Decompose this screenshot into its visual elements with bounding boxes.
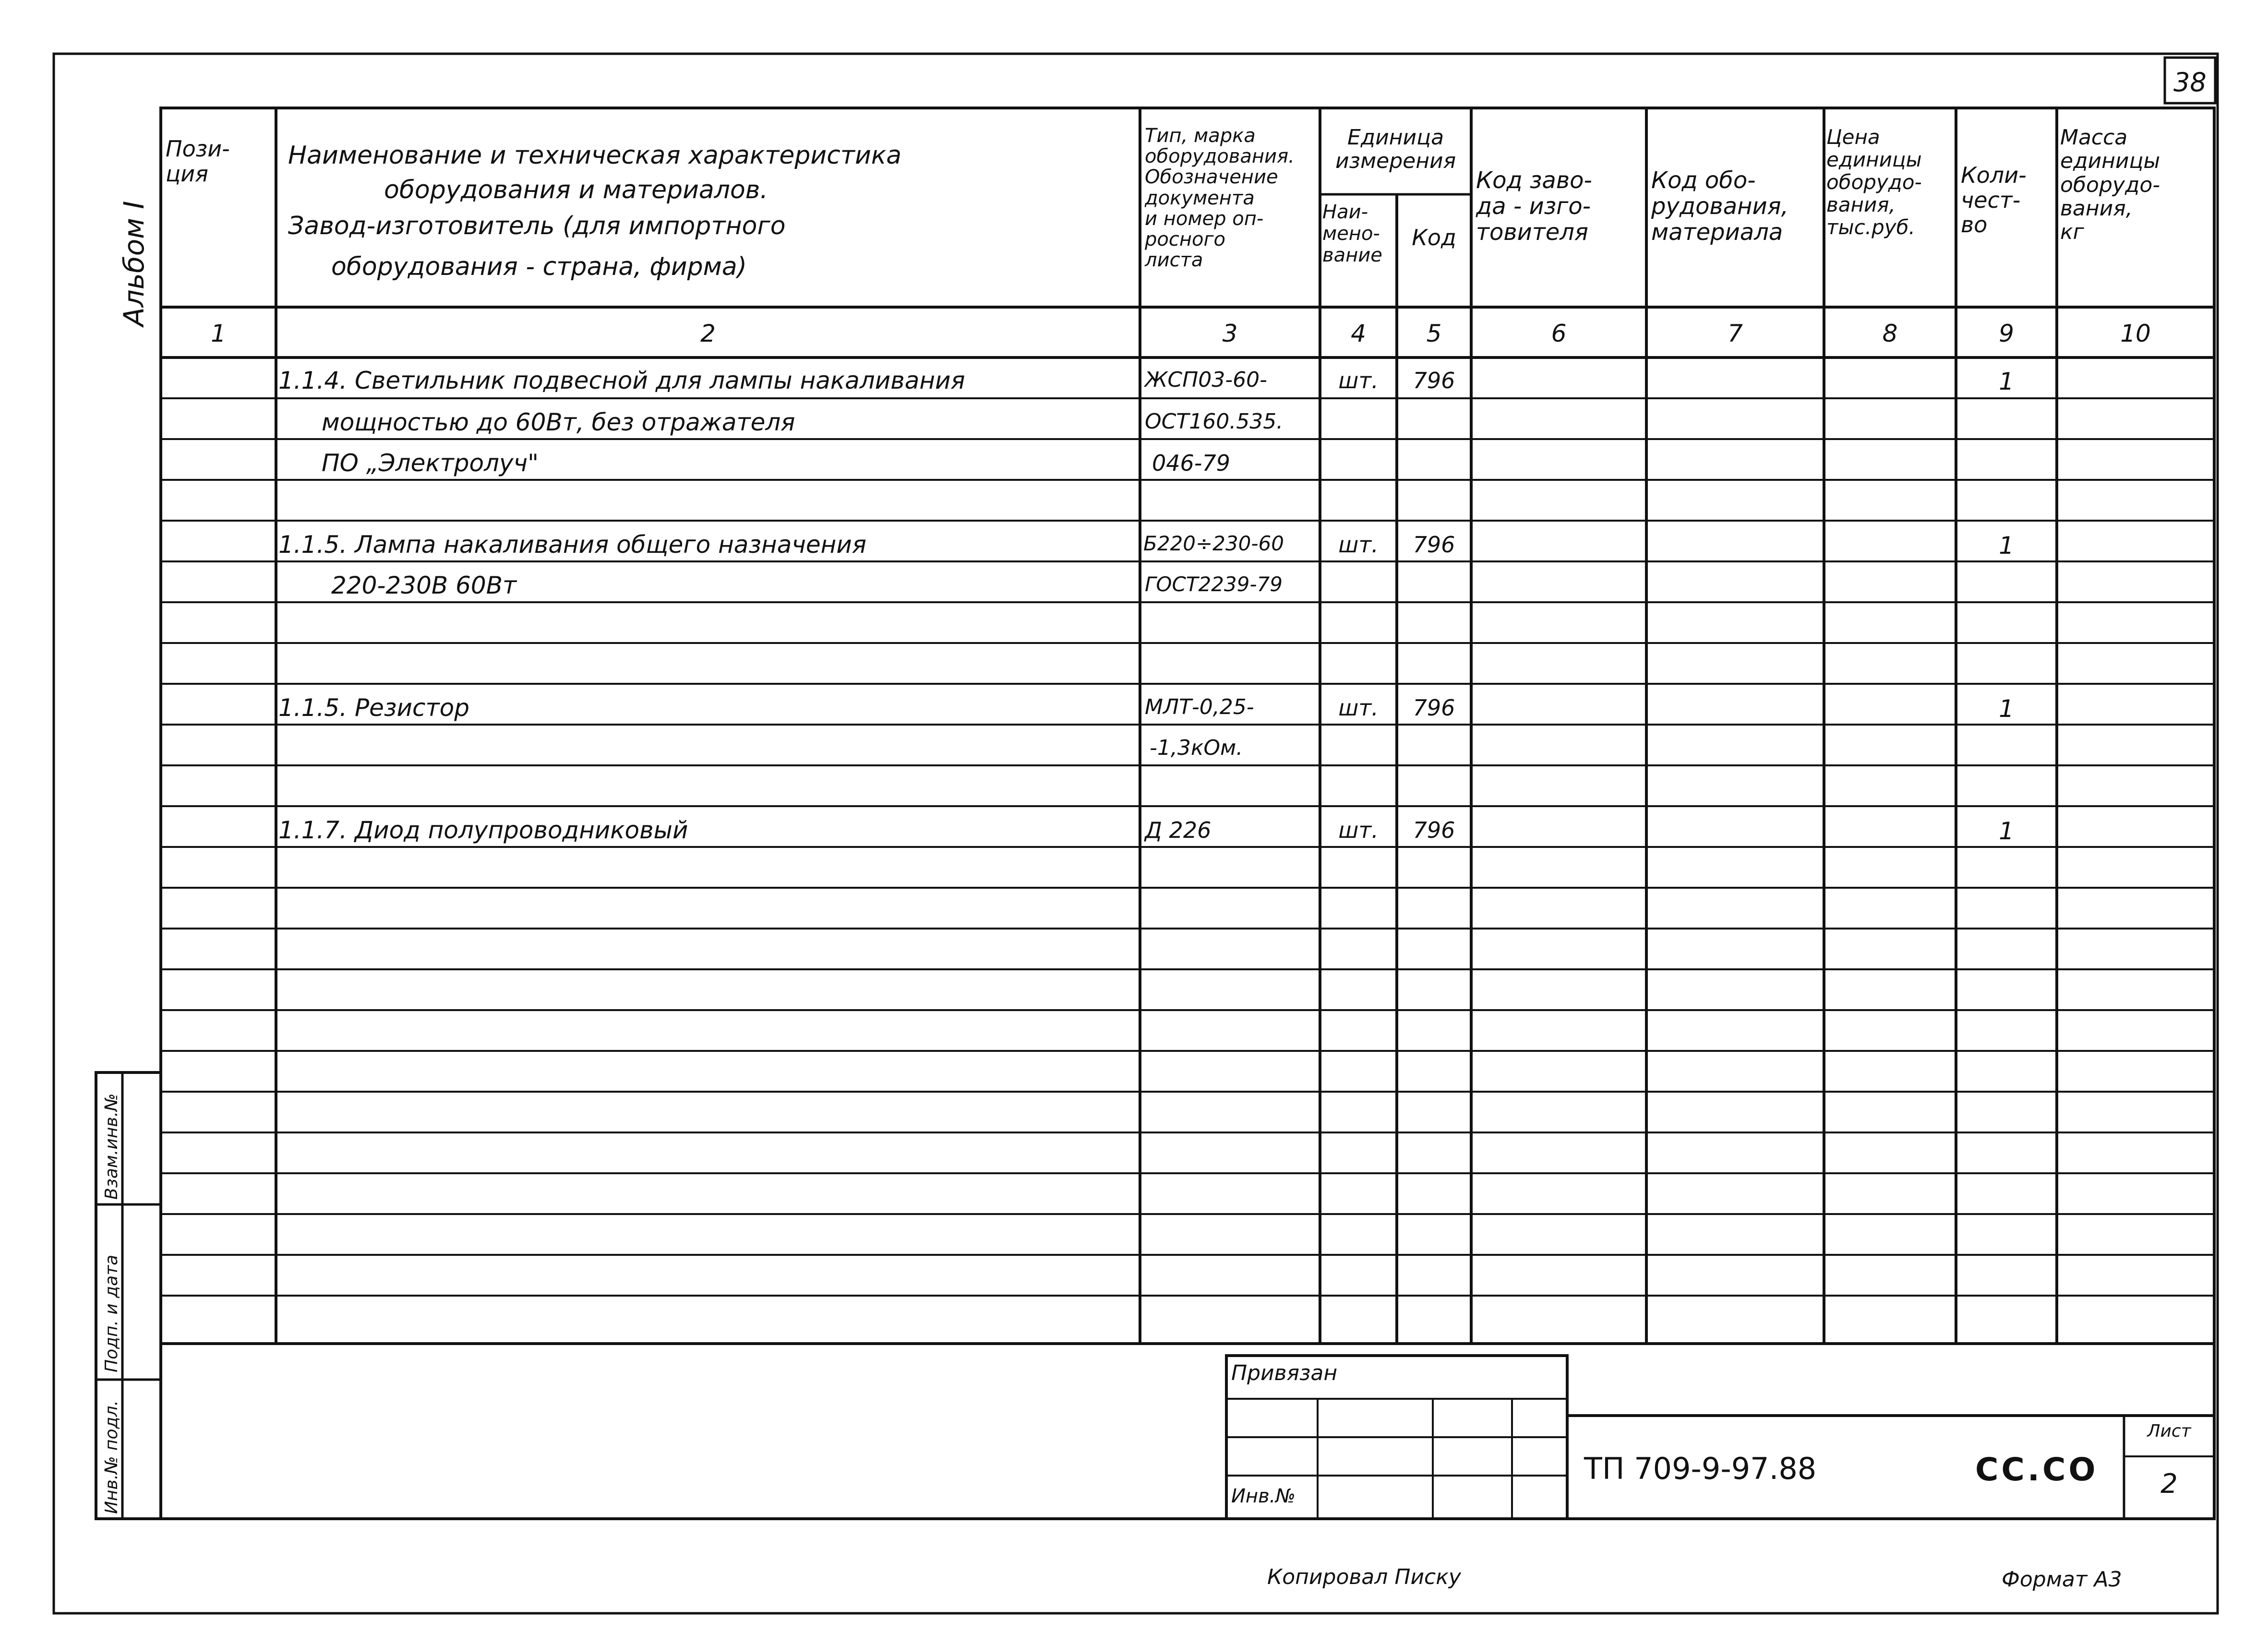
header-name-line4: оборудования - страна, фирма)	[331, 252, 747, 281]
row-8-name: 1.1.5. Резистор	[278, 694, 469, 722]
header-name-line3: Завод-изготовитель (для импортного	[288, 212, 786, 240]
row-4-qty: 1	[1999, 532, 2014, 560]
header-position: Пози- ция	[166, 136, 230, 187]
row-0-code: 796	[1413, 368, 1455, 393]
row-8-unit: шт.	[1338, 695, 1379, 721]
header-equipment-code: Код обо- рудования, материала	[1651, 167, 1788, 246]
col-number-9: 9	[1999, 320, 2014, 347]
row-11-code: 796	[1413, 817, 1455, 843]
col-number-3: 3	[1222, 320, 1238, 347]
inv-no-label: Инв.№	[1231, 1485, 1296, 1507]
sheet-number: 38	[2173, 67, 2207, 97]
row-0-name: 1.1.4. Светильник подвесной для лампы накаливания	[278, 367, 965, 394]
row-5-type: ГОСТ2239-79	[1145, 572, 1283, 596]
header-quantity: Коли- чест- во	[1961, 162, 2027, 238]
copied-by: Копировал Писку	[1267, 1565, 1461, 1589]
row-9-type: -1,3кОм.	[1150, 736, 1243, 760]
col-number-8: 8	[1882, 320, 1898, 347]
col-number-1: 1	[211, 320, 226, 347]
header-name-line2: оборудования и материалов.	[384, 176, 768, 204]
header-factory-code: Код заво- да - изго- товителя	[1476, 167, 1592, 246]
format-label: Формат А3	[2002, 1567, 2122, 1592]
row-11-qty: 1	[1999, 817, 2014, 845]
col-number-5: 5	[1426, 320, 1442, 347]
stamp-vzam-inv: Взам.инв.№	[102, 1093, 121, 1200]
col-number-7: 7	[1728, 320, 1743, 347]
row-4-name: 1.1.5. Лампа накаливания общего назначения	[278, 531, 866, 559]
section-code: СС.СО	[1975, 1451, 2099, 1488]
doc-code: ТП 709-9-97.88	[1584, 1451, 1817, 1486]
row-4-unit: шт.	[1338, 532, 1379, 558]
row-1-type: ОСТ160.535.	[1145, 409, 1284, 434]
row-2-name: ПО „Электролуч"	[322, 449, 539, 477]
header-mass: Масса единицы оборудо- вания, кг	[2060, 125, 2160, 245]
stamp-podp-data: Подп. и дата	[102, 1254, 121, 1372]
header-name-line1: Наименование и техническая характеристика	[288, 141, 902, 170]
row-1-name: мощностью до 60Вт, без отражателя	[322, 408, 795, 436]
row-8-code: 796	[1413, 695, 1455, 721]
row-0-qty: 1	[1999, 368, 2014, 395]
header-price: Цена единицы оборудо- вания, тыс.руб.	[1826, 125, 1922, 239]
col-number-2: 2	[700, 320, 716, 347]
row-11-unit: шт.	[1338, 817, 1379, 843]
row-0-type: ЖСП03-60-	[1145, 368, 1267, 392]
header-type: Тип, марка оборудования. Обозначение документа и номер оп- росного листа	[1145, 125, 1295, 272]
row-11-name: 1.1.7. Диод полупроводниковый	[278, 816, 688, 844]
sheet-value: 2	[2160, 1468, 2178, 1500]
header-unit-name: Наи- мено- вание	[1322, 201, 1382, 266]
sheet-label: Лист	[2147, 1421, 2191, 1441]
header-unit-group: Единица измерения	[1335, 125, 1456, 174]
row-4-code: 796	[1413, 532, 1455, 558]
col-number-10: 10	[2120, 320, 2151, 347]
row-5-name: 220-230В 60Вт	[331, 572, 517, 599]
row-2-type: 046-79	[1152, 450, 1230, 476]
col-number-6: 6	[1551, 320, 1567, 347]
privyazan-label: Привязан	[1231, 1361, 1338, 1385]
stamp-inv-podl: Инв.№ подл.	[102, 1400, 121, 1514]
col-number-4: 4	[1351, 320, 1366, 347]
row-0-unit: шт.	[1338, 368, 1379, 393]
row-4-type: Б220÷230-60	[1143, 532, 1284, 555]
header-unit-code: Код	[1412, 225, 1456, 250]
album-label: Альбом I	[118, 201, 150, 326]
row-8-qty: 1	[1999, 695, 2014, 723]
row-8-type: МЛТ-0,25-	[1145, 695, 1254, 719]
row-11-type: Д 226	[1145, 817, 1212, 843]
